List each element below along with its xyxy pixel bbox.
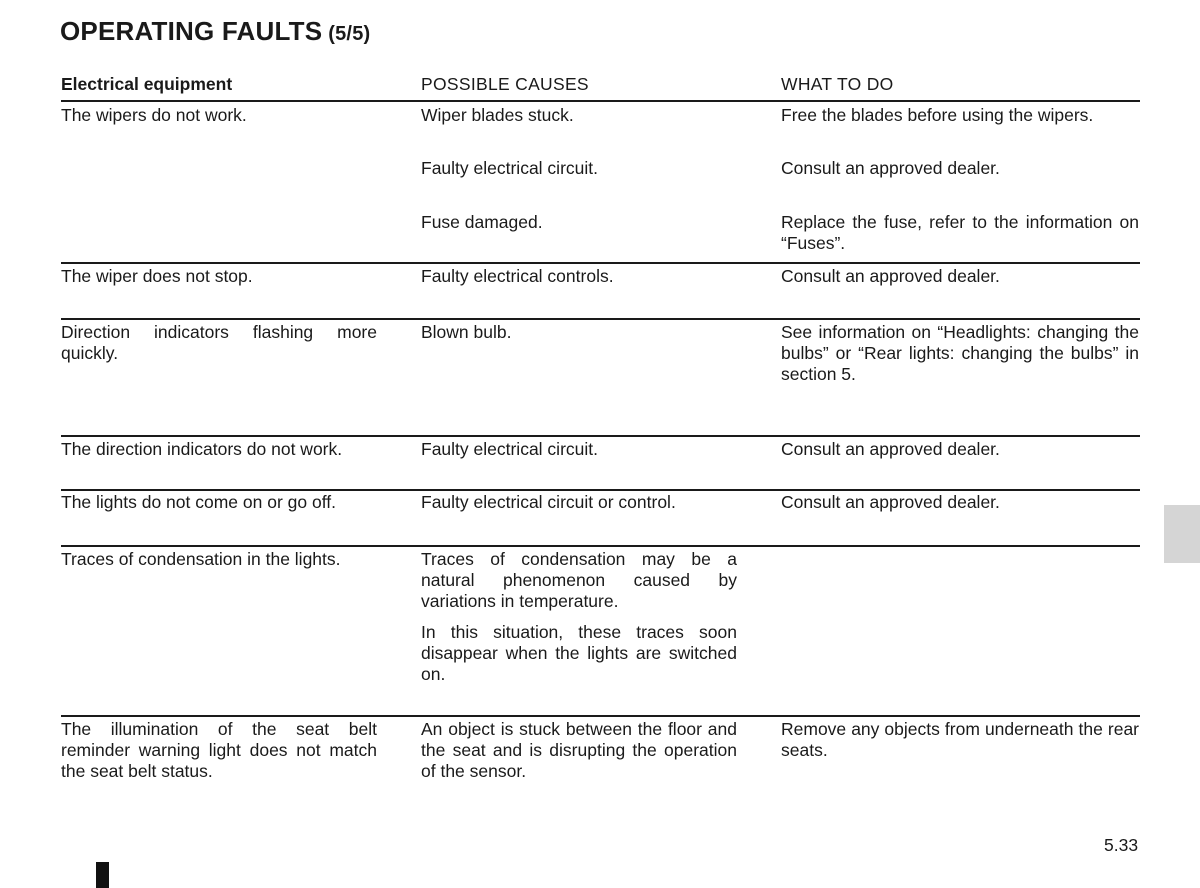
equipment-cell-seat-belt-light: The illumination of the seat belt reminder warning light does not match the seat belt status. (61, 719, 377, 781)
page-part-indicator: (5/5) (328, 23, 371, 45)
action-cell: Consult an approved dealer. (781, 158, 1000, 178)
column-header-equipment: Electrical equipment (61, 74, 233, 94)
action-cell: See information on “Headlights: changing the bulbs” or “Rear lights: changing the bulbs” in section 5. (781, 322, 1139, 384)
cause-cell: In this situation, these traces soon disappear when the lights are switched on. (421, 622, 737, 684)
page-title-text: OPERATING FAULTS (60, 16, 323, 46)
cause-cell: Faulty electrical controls. (421, 266, 614, 286)
corner-marker-bar (96, 862, 109, 888)
section-thumb-tab (1164, 505, 1200, 563)
column-header-actions: WHAT TO DO (781, 74, 894, 94)
equipment-cell-wipers-not-working: The wipers do not work. (61, 105, 247, 125)
action-cell: Consult an approved dealer. (781, 266, 1000, 286)
cause-cell: Traces of condensation may be a natural phenomenon caused by variations in temperature. (421, 549, 737, 611)
action-cell: Free the blades before using the wipers. (781, 105, 1094, 125)
action-cell: Consult an approved dealer. (781, 439, 1000, 459)
column-header-causes: POSSIBLE CAUSES (421, 74, 589, 94)
equipment-cell-wiper-not-stopping: The wiper does not stop. (61, 266, 253, 286)
action-cell: Replace the fuse, refer to the information on “Fuses”. (781, 212, 1139, 253)
equipment-cell-indicators-fast: Direction indicators flashing more quickly. (61, 322, 377, 363)
cause-cell: Fuse damaged. (421, 212, 543, 232)
action-cell: Remove any objects from underneath the rear seats. (781, 719, 1139, 760)
equipment-cell-lights: The lights do not come on or go off. (61, 492, 336, 512)
row-divider (61, 435, 1140, 437)
header-divider (61, 100, 1140, 102)
row-divider (61, 262, 1140, 264)
action-cell: Consult an approved dealer. (781, 492, 1000, 512)
cause-cell: Faulty electrical circuit or control. (421, 492, 676, 512)
cause-cell: Faulty electrical circuit. (421, 158, 598, 178)
row-divider (61, 715, 1140, 717)
row-divider (61, 318, 1140, 320)
cause-cell: Blown bulb. (421, 322, 512, 342)
row-divider (61, 489, 1140, 491)
equipment-cell-condensation: Traces of condensation in the lights. (61, 549, 341, 569)
row-divider (61, 545, 1140, 547)
cause-cell: Faulty electrical circuit. (421, 439, 598, 459)
cause-cell: An object is stuck between the floor and the seat and is disrupting the operation of the sensor. (421, 719, 737, 781)
cause-cell: Wiper blades stuck. (421, 105, 574, 125)
equipment-cell-indicators-not-working: The direction indicators do not work. (61, 439, 343, 459)
page-number: 5.33 (1104, 835, 1139, 855)
page-title (60, 16, 370, 47)
